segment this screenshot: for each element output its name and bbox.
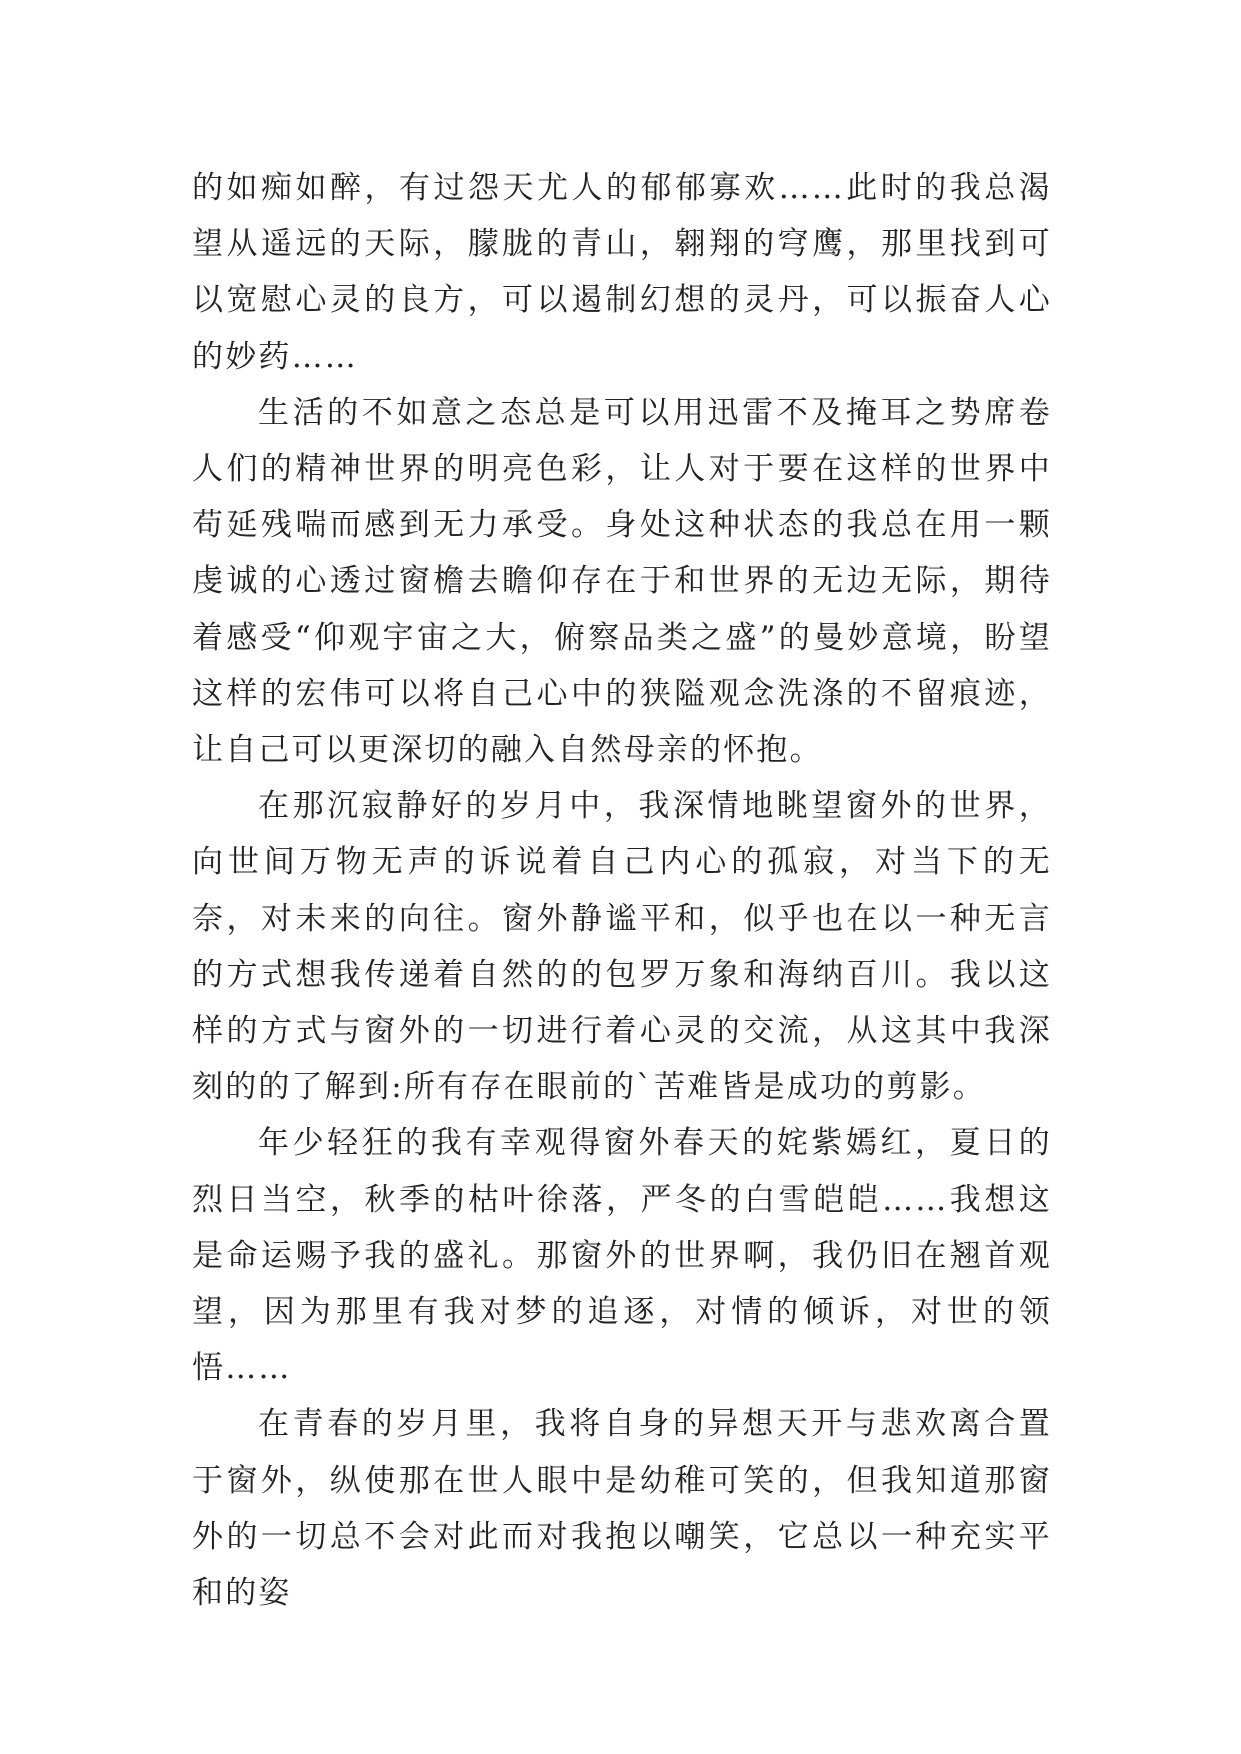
- paragraph-1: 的如痴如醉，有过怨天尤人的郁郁寡欢……此时的我总渴望从遥远的天际，朦胧的青山，翱翔的穹鹰，那里找到可以宽慰心灵的良方，可以遏制幻想的灵丹，可以振奋人心的妙药……: [192, 170, 1052, 375]
- paragraph-4: 年少轻狂的我有幸观得窗外春天的姹紫嫣红，夏日的烈日当空，秋季的枯叶徐落，严冬的白雪皑皑……我想这是命运赐予我的盛礼。那窗外的世界啊，我仍旧在翘首观望，因为那里有我对梦的追逐，对情的倾诉，对世的领悟……: [192, 1125, 1052, 1387]
- paragraph-2: 生活的不如意之态总是可以用迅雷不及掩耳之势席卷人们的精神世界的明亮色彩，让人对于要在这样的世界中苟延残喘而感到无力承受。身处这种状态的我总在用一颗虔诚的心透过窗檐去瞻仰存在于和世界的无边无际，期待着感受“仰观宇宙之大，俯察品类之盛”的曼妙意境，盼望这样的宏伟可以将自己心中的狭隘观念洗涤的不留痕迹，让自己可以更深切的融入自然母亲的怀抱。: [192, 394, 1052, 769]
- paragraph-3: 在那沉寂静好的岁月中，我深情地眺望窗外的世界，向世间万物无声的诉说着自己内心的孤寂，对当下的无奈，对未来的向往。窗外静谧平和，似乎也在以一种无言的方式想我传递着自然的的包罗万象和海纳百川。我以这样的方式与窗外的一切进行着心灵的交流，从这其中我深刻的的了解到:所有存在眼前的`苦难皆是成功的剪影。: [192, 788, 1052, 1106]
- essay-body: [192, 160, 1052, 1621]
- paragraph-5: 在青春的岁月里，我将自身的异想天开与悲欢离合置于窗外，纵使那在世人眼中是幼稚可笑的，但我知道那窗外的一切总不会对此而对我抱以嘲笑，它总以一种充实平和的姿: [192, 1406, 1052, 1612]
